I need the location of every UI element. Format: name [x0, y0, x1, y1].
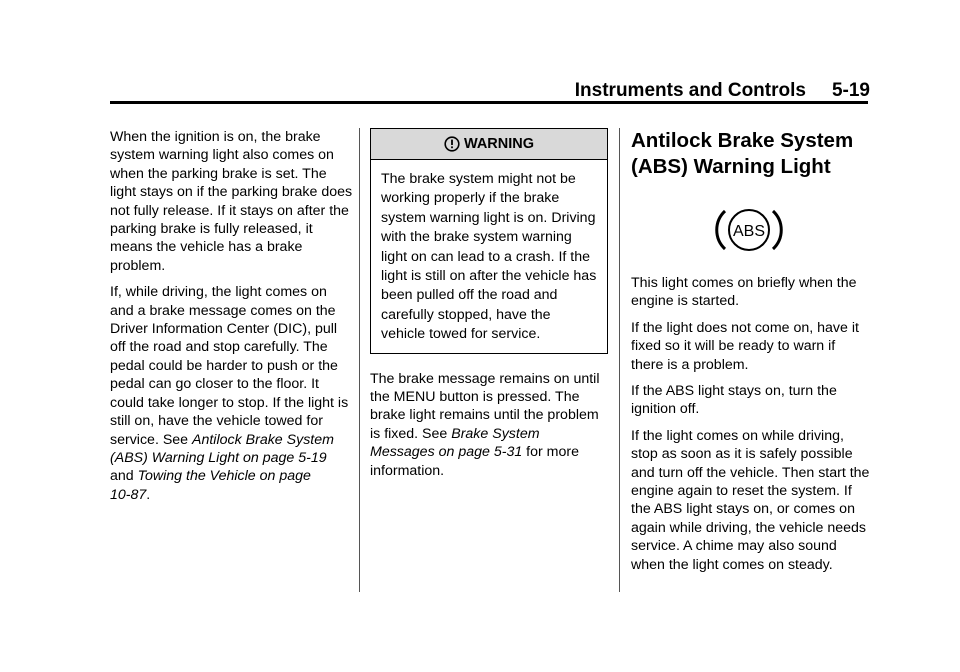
warning-header	[371, 129, 607, 160]
paragraph: If the ABS light stays on, turn the ignition off.	[631, 383, 837, 418]
cross-reference-link[interactable]: Antilock Brake System (ABS) Warning Light on page 5‑19	[110, 431, 334, 466]
section-title: Antilock Brake System (ABS) Warning Light	[631, 129, 854, 178]
column-left	[110, 128, 354, 512]
column-divider	[619, 128, 620, 592]
page-number: 5-19	[831, 80, 870, 101]
paragraph: If the light does not come on, have it fixed so it will be ready to warn if there is a problem.	[631, 319, 859, 373]
paragraph	[370, 370, 608, 480]
warning-icon	[444, 136, 460, 152]
paragraph: When the ignition is on, the brake system warning light also comes on when the parking brake is set. The light stays on if the parking brake does not fully release. If it stays on after the parking brake is fully released, it means the vehicle has a brake problem.	[110, 129, 353, 274]
paragraph-text: If, while driving, the light comes on and a brake message comes on the Driver Information Center (DIC), pull off the road and stop carefully. The pedal could be harder to push or the pedal can go closer to the floor. It could take longer to stop. If the light is still on, have the vehicle towed for service. See	[110, 284, 349, 448]
column-middle	[370, 128, 608, 488]
paragraph-text: for more information.	[370, 444, 579, 479]
cross-reference-link[interactable]: Brake System Messages on page 5‑31	[370, 425, 540, 461]
paragraph-text: and	[110, 468, 138, 485]
abs-warning-light-icon	[714, 204, 784, 256]
column-right	[631, 128, 871, 582]
warning-box	[370, 128, 608, 354]
chapter-title: Instruments and Controls	[574, 80, 806, 101]
cross-reference-link[interactable]: Towing the Vehicle on page 10‑87	[110, 468, 311, 503]
warning-text: The brake system might not be working properly if the brake system warning light is on. Driving with the brake system warning light on can lead to a crash. If the light is still on after the vehicle has been pulled off the road and carefully stopped, have the vehicle towed for service.	[381, 171, 597, 343]
abs-icon-text: ABS	[732, 223, 766, 240]
column-divider	[359, 128, 360, 592]
header-rule	[110, 101, 868, 104]
paragraph: This light comes on briefly when the engine is started.	[631, 275, 857, 310]
warning-label: WARNING	[463, 135, 535, 152]
paragraph	[110, 283, 354, 504]
paragraph: If the light comes on while driving, stop as soon as it is safely possible and turn off the vehicle. Then start the engine again to reset the system. If the ABS light stays on, or comes on again while driving, the vehicle needs service. A chime may also sound when the light comes on steady.	[631, 427, 870, 573]
page-header	[110, 80, 870, 102]
paragraph-text: .	[146, 486, 151, 503]
paragraph-text: The brake message remains on until the MENU button is pressed. The brake light remains until the problem is fixed. See	[370, 370, 600, 442]
